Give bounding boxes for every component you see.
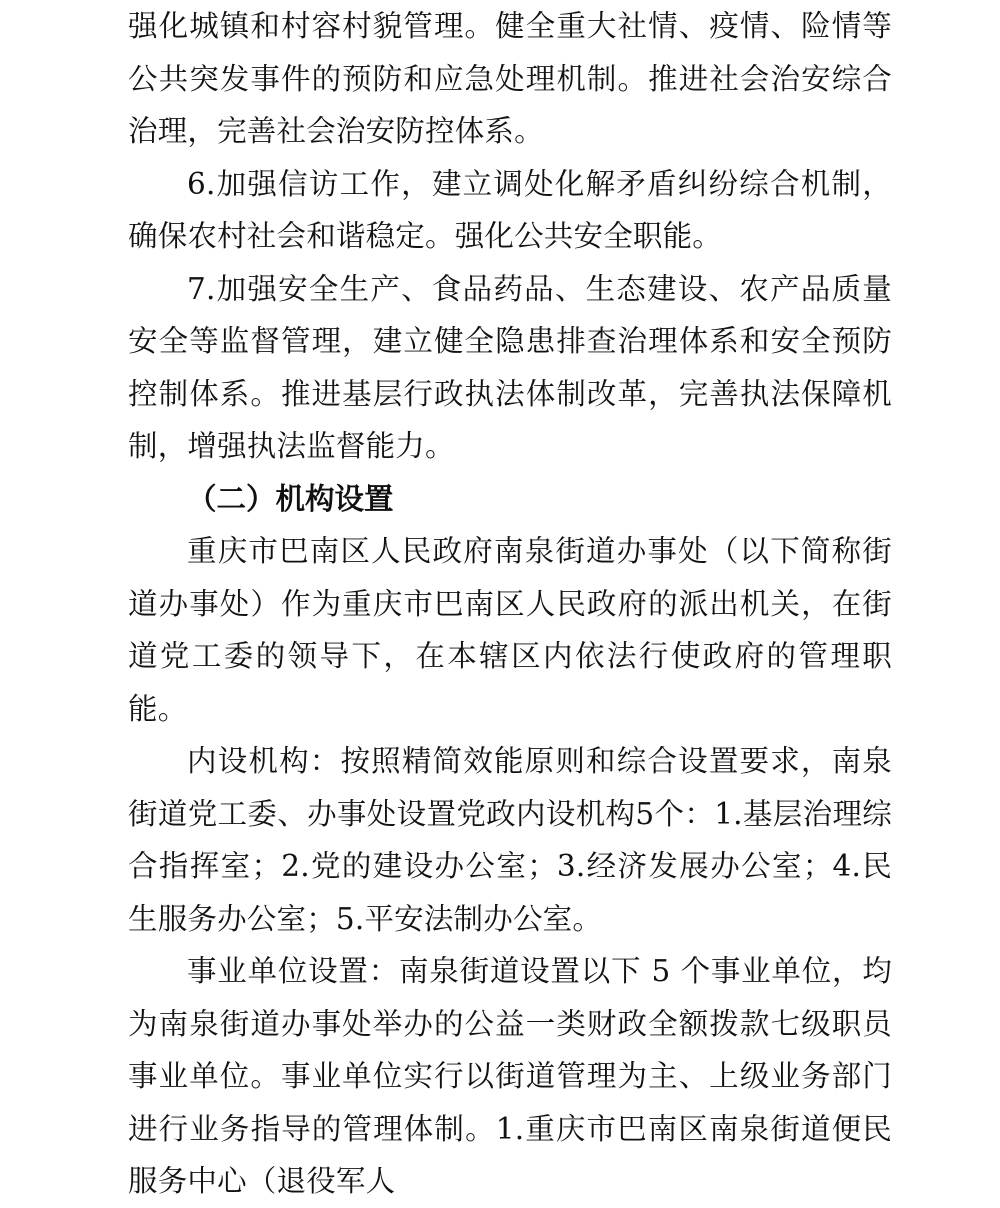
paragraph-public-order: 强化城镇和村容村貌管理。健全重大社情、疫情、险情等公共突发事件的预防和应急处理机制。推进社会治安综合治理，完善社会治安防控体系。 — [128, 9, 892, 148]
paragraph-item-6: 6.加强信访工作，建立调处化解矛盾纠纷综合机制，确保农村社会和谐稳定。强化公共安全职能。 — [128, 166, 892, 253]
paragraph-item-7: 7.加强安全生产、食品药品、生态建设、农产品质量安全等监督管理，建立健全隐患排查治理体系和安全预防控制体系。推进基层行政执法体制改革，完善执法保障机制，增强执法监督能力。 — [128, 271, 892, 463]
paragraph-public-institutions: 事业单位设置：南泉街道设置以下 5 个事业单位，均为南泉街道办事处举办的公益一类财政全额拨款七级职员事业单位。事业单位实行以街道管理为主、上级业务部门进行业务指导的管理体制。1.重庆市巴南区南泉街道便民服务中心（退役军人 — [128, 954, 892, 1198]
paragraph-internal-bodies: 内设机构：按照精简效能原则和综合设置要求，南泉街道党工委、办事处设置党政内设机构5个：1.基层治理综合指挥室；2.党的建设办公室；3.经济发展办公室；4.民生服务办公室；5.平安法制办公室。 — [128, 744, 892, 936]
section-heading-organization-setup: （二）机构设置 — [187, 480, 394, 516]
paragraph-street-office: 重庆市巴南区人民政府南泉街道办事处（以下简称街道办事处）作为重庆市巴南区人民政府的派出机关，在街道党工委的领导下，在本辖区内依法行使政府的管理职能。 — [128, 534, 892, 726]
